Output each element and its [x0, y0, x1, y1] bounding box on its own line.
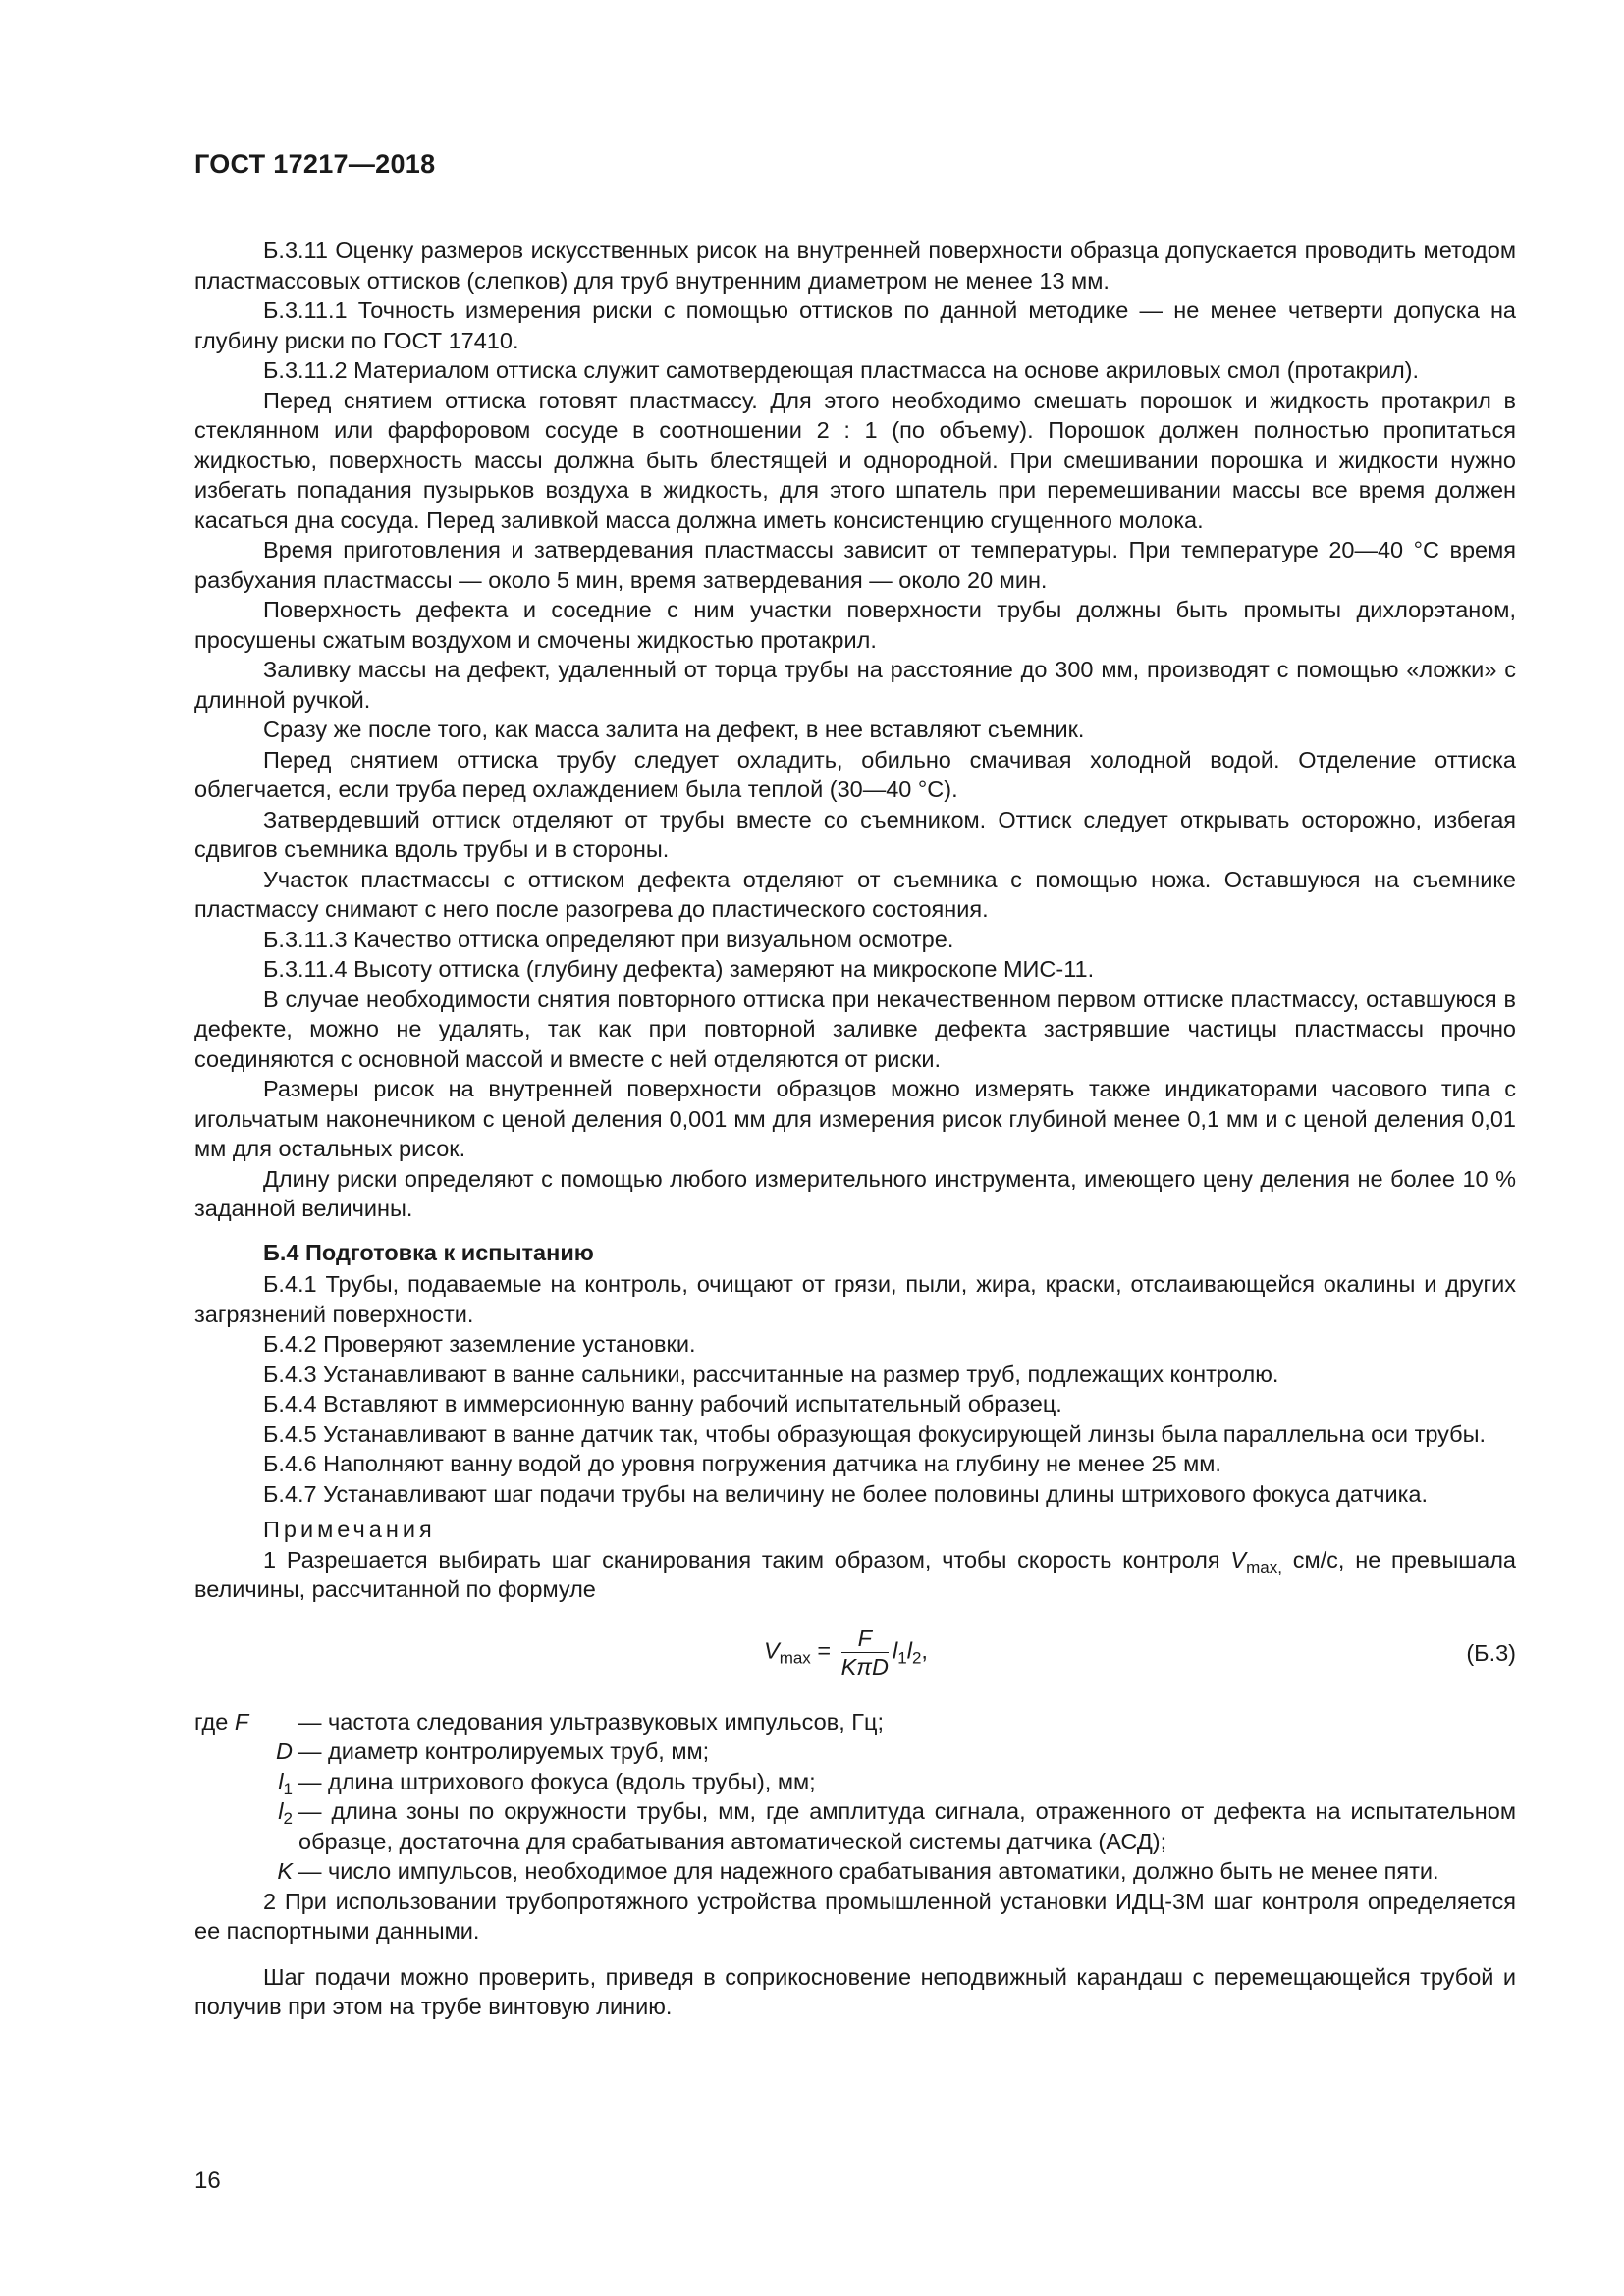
paragraph: Б.3.11.1 Точность измерения риски с помощью оттисков по данной методике — не менее четверти допуска на глубину риски по ГОСТ 17410. — [194, 297, 1516, 353]
legend-sub: 1 — [283, 1779, 293, 1798]
legend-sym: K — [277, 1858, 293, 1884]
paragraph: Сразу же после того, как масса залита на дефект, в нее вставляют съемник. — [263, 717, 1085, 742]
formula-expression — [764, 1625, 928, 1681]
section-heading: Б.4 Подготовка к испытанию — [263, 1239, 594, 1265]
legend-symbol — [194, 1707, 298, 1737]
legend-sym: l — [278, 1768, 284, 1794]
note-1 — [194, 1545, 1516, 1605]
paragraph: В случае необходимости снятия повторного оттиска при некачественном первом оттиске пластмассу, оставшуюся в дефекте, можно не удалять, так как при повторной заливке дефекта застрявшие частицы пластмассы прочно соединяются с основной массой и вместе с ней отделяются от риски. — [194, 986, 1516, 1072]
formula-l2-sub: 2 — [911, 1648, 922, 1668]
paragraph: Б.4.7 Устанавливают шаг подачи трубы на величину не более половины длины штрихового фокуса датчика. — [263, 1480, 1428, 1507]
body-section-b4 — [194, 1269, 1516, 1509]
document-header: ГОСТ 17217—2018 — [194, 149, 436, 179]
paragraph: Время приготовления и затвердевания пластмассы зависит от температуры. При температуре 20—40 °С время разбухания пластмассы — около 5 мин, время затвердевания — около 20 мин. — [194, 537, 1516, 593]
paragraph: Б.4.5 Устанавливают в ванне датчик так, чтобы образующая фокусирующей линзы была параллельна оси трубы. — [263, 1420, 1487, 1447]
legend-row — [194, 1707, 1516, 1737]
formula-legend — [194, 1707, 1516, 1887]
paragraph: Б.4.1 Трубы, подаваемые на контроль, очищают от грязи, пыли, жира, краски, отслаивающейся окалины и других загрязнений поверхности. — [194, 1271, 1516, 1327]
final-paragraph: Шаг подачи можно проверить, приведя в соприкосновение неподвижный карандаш с перемещающейся трубой и получив при этом на трубе винтовую линию. — [194, 1963, 1516, 2019]
paragraph: Перед снятием оттиска готовят пластмассу. Для этого необходимо смешать порошок и жидкость протакрил в стеклянном или фарфоровом сосуде в соотношении 2 : 1 (по объему). Порошок должен полностью пропитаться жидкостью, поверхность массы должна быть блестящей и однородной. При смешивании порошка и жидкости нужно избегать попадания пузырьков воздуха в жидкость, для этого шпатель при перемешивании массы все время должен касаться дна сосуда. Перед заливкой масса должна иметь консистенцию сгущенного молока. — [194, 387, 1516, 533]
formula-denominator: KπD — [840, 1653, 889, 1680]
paragraph: Перед снятием оттиска трубу следует охладить, обильно смачивая холодной водой. Отделение оттиска облегчается, если труба перед охлаждением была теплой (30—40 °С). — [194, 746, 1516, 802]
formula-numerator: F — [841, 1625, 889, 1653]
formula-l2: l — [906, 1637, 912, 1664]
legend-symbol — [194, 1736, 298, 1767]
formula-number: (Б.3) — [1466, 1639, 1516, 1666]
note-1-var: V — [1230, 1546, 1247, 1573]
document-page — [194, 147, 1516, 2022]
legend-symbol — [194, 1856, 298, 1887]
paragraph: Б.3.11.4 Высоту оттиска (глубину дефекта) замеряют на микроскопе МИС-11. — [263, 956, 1095, 982]
spacer — [194, 1947, 1516, 1962]
legend-text: — частота следования ультразвуковых импульсов, Гц; — [298, 1708, 884, 1735]
legend-sub: 2 — [283, 1809, 293, 1828]
formula-equals: = — [810, 1637, 838, 1664]
legend-text: — число импульсов, необходимое для надежного срабатывания автоматики, должно быть не менее пяти. — [298, 1858, 1439, 1884]
formula-l1: l — [893, 1637, 898, 1664]
paragraph: Затвердевший оттиск отделяют от трубы вместе со съемником. Оттиск следует открывать осторожно, избегая сдвигов съемника вдоль трубы и в стороны. — [194, 806, 1516, 862]
paragraph: Б.3.11 Оценку размеров искусственных рисок на внутренней поверхности образца допускается проводить методом пластмассовых оттисков (слепков) для труб внутренним диаметром не менее 13 мм. — [194, 238, 1516, 294]
note-1-text-post: см/с, не превышала величины, рассчитанной по формуле — [194, 1546, 1516, 1602]
legend-row — [194, 1856, 1516, 1887]
formula-lhs-sub: max — [779, 1648, 811, 1668]
note-1-sub: max, — [1246, 1557, 1282, 1576]
legend-prefix: где — [194, 1708, 235, 1735]
body-section-b3 — [194, 236, 1516, 1224]
paragraph: Б.3.11.3 Качество оттиска определяют при визуальном осмотре. — [263, 926, 954, 952]
legend-text: — диаметр контролируемых труб, мм; — [298, 1738, 710, 1764]
formula-fraction — [841, 1625, 889, 1681]
paragraph: Б.4.3 Устанавливают в ванне сальники, рассчитанные на размер труб, подлежащих контролю. — [263, 1361, 1279, 1387]
legend-text: — длина зоны по окружности трубы, мм, где амплитуда сигнала, отраженного от дефекта на испытательном образце, достаточна для срабатывания автоматической системы датчика (АСД); — [298, 1798, 1516, 1854]
legend-sym: F — [234, 1708, 249, 1735]
legend-text: — длина штрихового фокуса (вдоль трубы), мм; — [298, 1768, 816, 1794]
formula-b3 — [194, 1619, 1516, 1687]
legend-row — [194, 1796, 1516, 1856]
legend-symbol — [194, 1796, 298, 1827]
legend-sym: l — [278, 1798, 284, 1824]
paragraph: Участок пластмассы с оттиском дефекта отделяют от съемника с помощью ножа. Оставшуюся на съемнике пластмассу снимают с него после разогрева до пластического состояния. — [194, 866, 1516, 922]
formula-l1-sub: 1 — [897, 1648, 907, 1668]
legend-row — [194, 1736, 1516, 1767]
page-number: 16 — [194, 2167, 221, 2194]
note-2: 2 При использовании трубопротяжного устройства промышленной установки ИДЦ-3М шаг контроля определяется ее паспортными данными. — [194, 1888, 1516, 1944]
formula-tail: , — [921, 1637, 928, 1664]
paragraph: Заливку массы на дефект, удаленный от торца трубы на расстояние до 300 мм, производят с помощью «ложки» с длинной ручкой. — [194, 657, 1516, 713]
legend-row — [194, 1767, 1516, 1797]
note-1-text-pre: 1 Разрешается выбирать шаг сканирования таким образом, чтобы скорость контроля — [263, 1546, 1231, 1573]
legend-symbol — [194, 1767, 298, 1797]
paragraph: Б.4.6 Наполняют ванну водой до уровня погружения датчика на глубину не менее 25 мм. — [263, 1451, 1221, 1476]
formula-lhs-var: V — [764, 1637, 780, 1664]
paragraph: Длину риски определяют с помощью любого измерительного инструмента, имеющего цену деления не более 10 % заданной величины. — [194, 1165, 1516, 1221]
paragraph: Б.3.11.2 Материалом оттиска служит самотвердеющая пластмасса на основе акриловых смол (протакрил). — [263, 357, 1420, 383]
legend-sym: D — [276, 1738, 293, 1764]
paragraph: Б.4.4 Вставляют в иммерсионную ванну рабочий испытательный образец. — [263, 1391, 1062, 1416]
paragraph: Б.4.2 Проверяют заземление установки. — [263, 1331, 696, 1357]
paragraph: Поверхность дефекта и соседние с ним участки поверхности трубы должны быть промыты дихлорэтаном, просушены сжатым воздухом и смочены жидкостью протакрил. — [194, 597, 1516, 653]
paragraph: Размеры рисок на внутренней поверхности образцов можно измерять также индикаторами часового типа с игольчатым наконечником с ценой деления 0,001 мм для измерения рисок глубиной менее 0,1 мм и с ценой деления 0,01 мм для остальных рисок. — [194, 1076, 1516, 1161]
notes-title: Примечания — [263, 1517, 436, 1542]
